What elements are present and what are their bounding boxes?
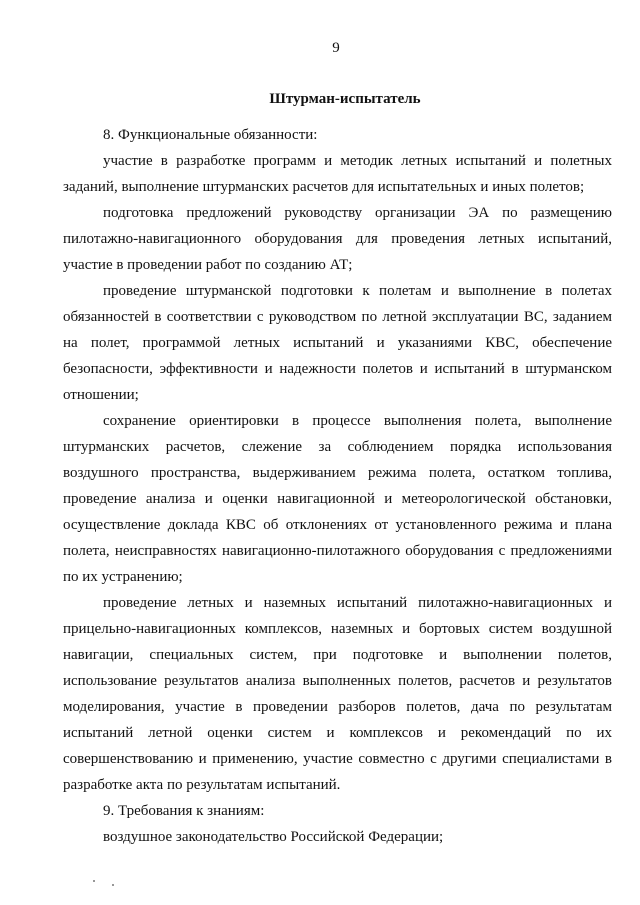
- paragraph: подготовка предложений руководству организации ЭА по размещению пилотажно-навигационного оборудования для проведения летных испытаний, участие в проведении работ по созданию АТ;: [63, 205, 612, 273]
- page-number: 9: [332, 40, 340, 56]
- paragraph: проведение летных и наземных испытаний пилотажно-навигационных и прицельно-навигационных комплексов, наземных и бортовых систем воздушной навигации, специальных систем, при подготовке и выполнении полетов, использование результатов анализа выполненных полетов, расчетов и результатов моделирования, участие в проведении разборов полетов, дача по результатам испытаний летной оценки систем и комплексов и рекомендаций по их совершенствованию и применению, участие совместно с другими специалистами в разработке акта по результатам испытаний.: [63, 595, 612, 793]
- section-title-knowledge: 9. Требования к знаниям:: [103, 803, 265, 819]
- scan-speck: [93, 880, 95, 882]
- scan-speck: [112, 884, 114, 886]
- document-body: [63, 122, 612, 850]
- paragraph: сохранение ориентировки в процессе выполнения полета, выполнение штурманских расчетов, слежение за соблюдением порядка использования воздушного пространства, выдерживанием режима полета, остатком топлива, проведение анализа и оценки навигационной и метеорологической обстановки, осуществление доклада КВС об отклонениях от установленного режима и плана полета, неисправностях навигационно-пилотажного оборудования с предложениями по их устранению;: [63, 413, 612, 585]
- paragraph: проведение штурманской подготовки к полетам и выполнение в полетах обязанностей в соответствии с руководством по летной эксплуатации ВС, заданием на полет, программой летных испытаний и указаниями КВС, обеспечение безопасности, эффективности и надежности полетов и испытаний в штурманском отношении;: [63, 283, 612, 403]
- section-title-functions: 8. Функциональные обязанности:: [103, 127, 318, 143]
- paragraph: участие в разработке программ и методик летных испытаний и полетных заданий, выполнение штурманских расчетов для испытательных и иных полетов;: [63, 153, 612, 195]
- page-title: Штурман-испытатель: [269, 91, 421, 107]
- paragraph: воздушное законодательство Российской Федерации;: [103, 829, 444, 845]
